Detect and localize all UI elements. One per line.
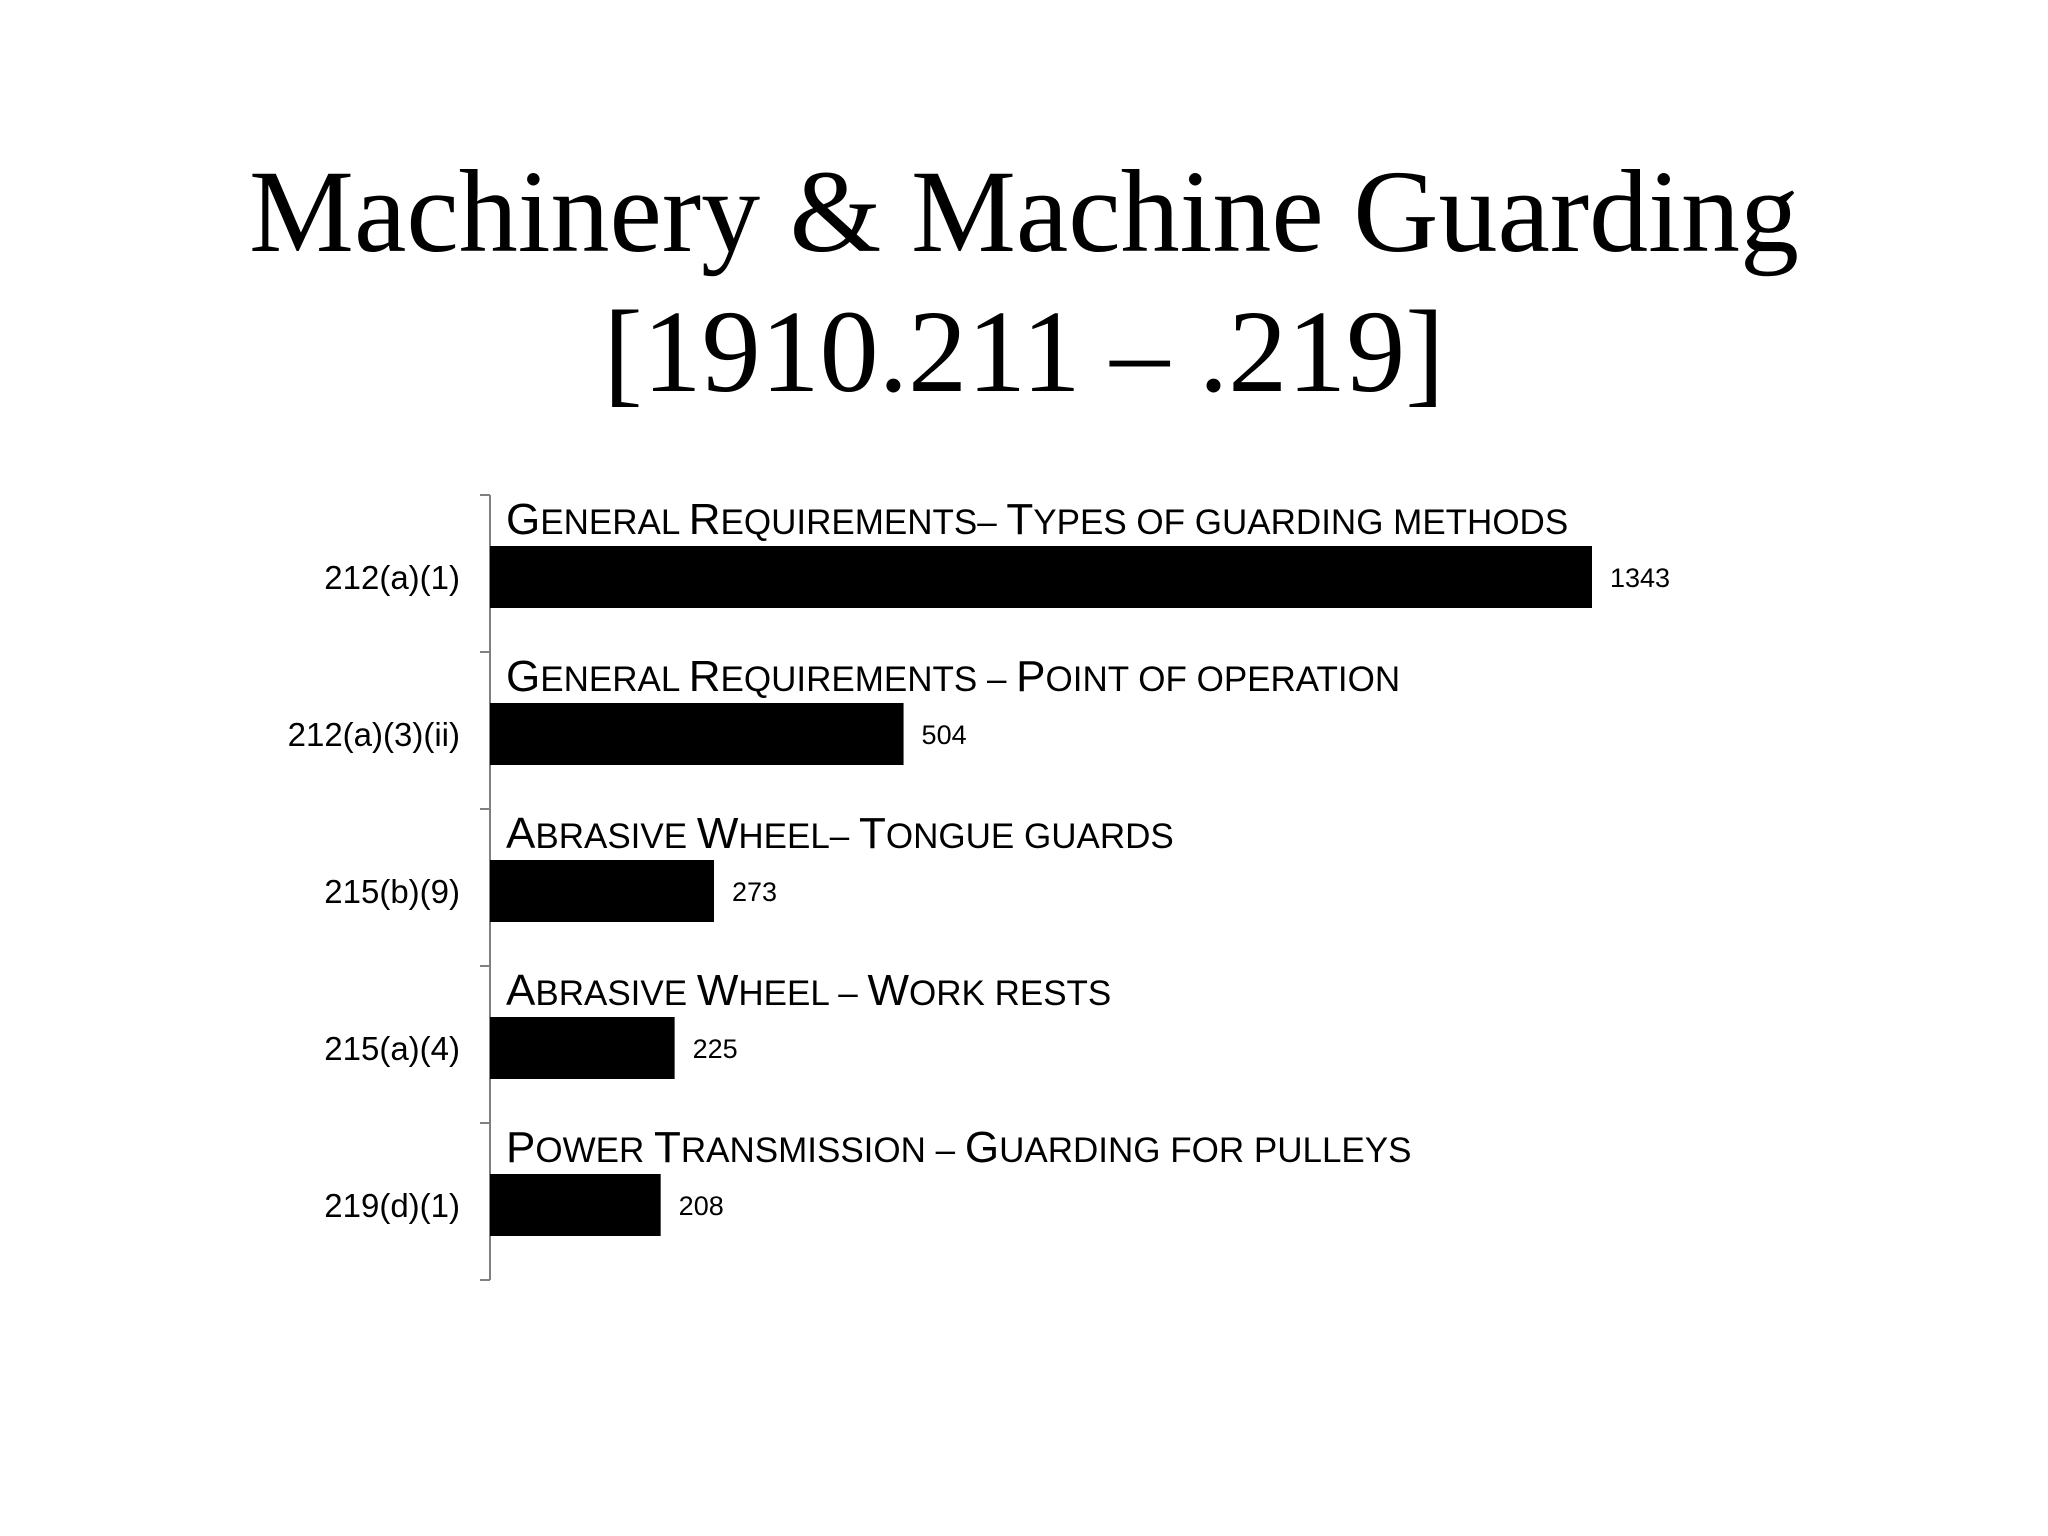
data-label-0: 1343 xyxy=(1610,563,1671,593)
slide-title-line1: Machinery & Machine Guarding xyxy=(249,146,1799,277)
category-label-0: 212(a)(1) xyxy=(324,559,460,596)
bar-0 xyxy=(490,546,1592,608)
bar-4 xyxy=(490,1174,661,1236)
data-label-1: 504 xyxy=(921,720,967,750)
bar-description-0: GENERAL REQUIREMENTS– TYPES OF GUARDING METHODS xyxy=(506,495,1569,544)
bar-description-2: ABRASIVE WHEEL– TONGUE GUARDS xyxy=(506,809,1174,858)
bar-description-1: GENERAL REQUIREMENTS – POINT OF OPERATION xyxy=(506,652,1401,701)
category-label-3: 215(a)(4) xyxy=(324,1030,460,1067)
bar-description-4: POWER TRANSMISSION – GUARDING FOR PULLEYS xyxy=(506,1123,1412,1172)
slide-title-line2: [1910.211 – .219] xyxy=(603,286,1445,417)
category-label-4: 219(d)(1) xyxy=(324,1187,460,1224)
bar-2 xyxy=(490,860,714,922)
bar-3 xyxy=(490,1017,675,1079)
category-label-2: 215(b)(9) xyxy=(324,873,460,910)
data-label-2: 273 xyxy=(732,877,778,907)
data-label-3: 225 xyxy=(692,1034,738,1064)
data-label-4: 208 xyxy=(678,1191,724,1221)
bar-1 xyxy=(490,703,904,765)
category-label-1: 212(a)(3)(ii) xyxy=(287,716,460,753)
bar-description-3: ABRASIVE WHEEL – WORK RESTS xyxy=(506,966,1112,1015)
